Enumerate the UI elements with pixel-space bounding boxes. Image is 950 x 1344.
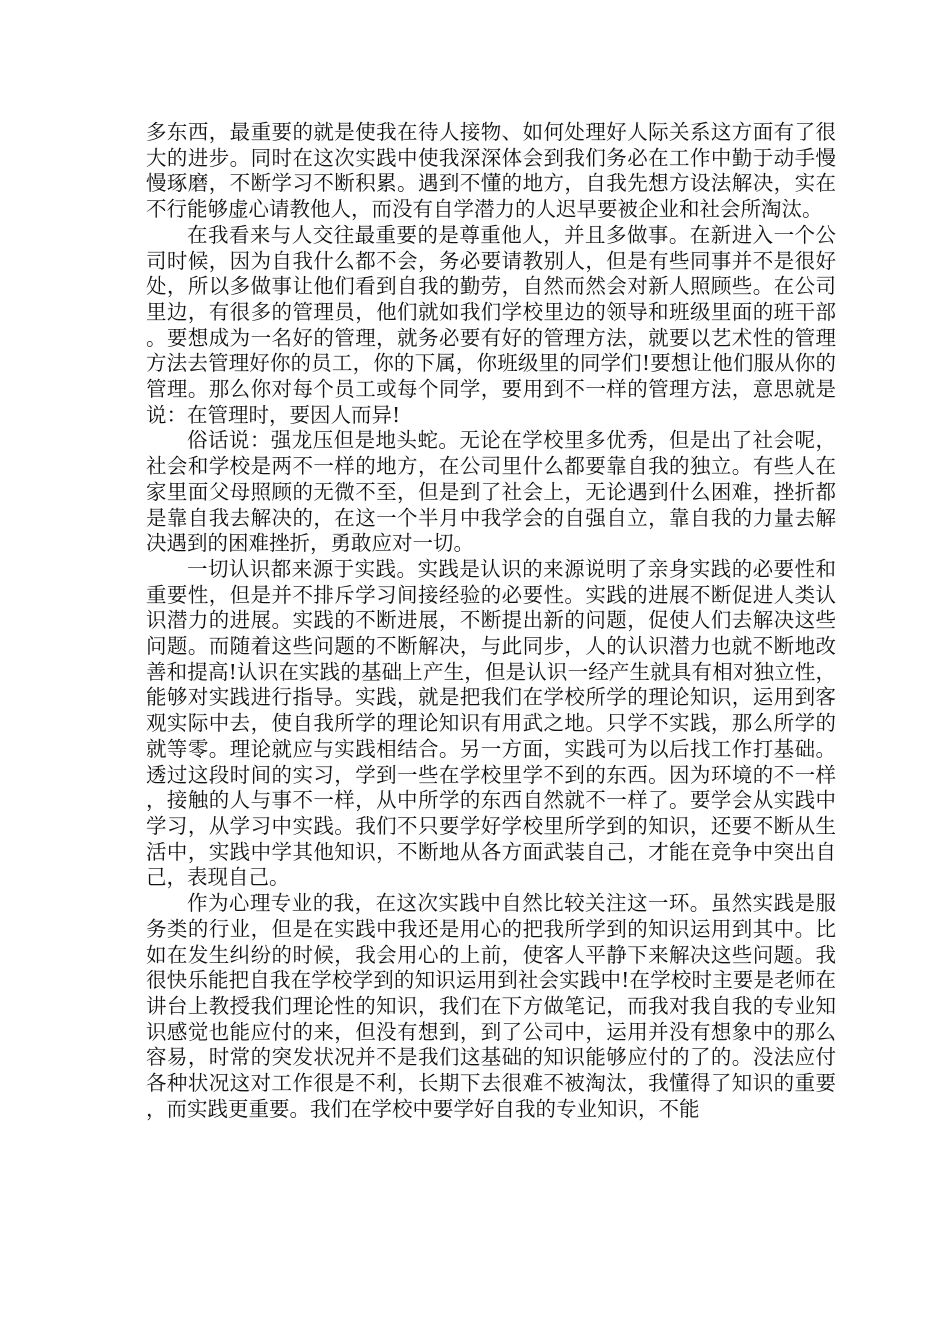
paragraph-1: 多东西，最重要的就是使我在待人接物、如何处理好人际关系这方面有了很大的进步。同时在这次实践中使我深深体会到我们务必在工作中勤于动手慢慢琢磨，不断学习不断积累。遇到不懂的地方，自我先想方设法解决，实在不行能够虚心请教他人，而没有自学潜力的人迟早要被企业和社会所淘汰。: [146, 120, 836, 222]
paragraph-4: 一切认识都来源于实践。实践是认识的来源说明了亲身实践的必要性和重要性，但是并不排斥学习间接经验的必要性。实践的进展不断促进人类认识潜力的进展。实践的不断进展，不断提出新的问题，促使人们去解决这些问题。而随着这些问题的不断解决，与此同步，人的认识潜力也就不断地改善和提高!认识在实践的基础上产生，但是认识一经产生就具有相对独立性，能够对实践进行指导。实践，就是把我们在学校所学的理论知识，运用到客观实际中去，使自我所学的理论知识有用武之地。只学不实践，那么所学的就等零。理论就应与实践相结合。另一方面，实践可为以后找工作打基础。透过这段时间的实习，学到一些在学校里学不到的东西。因为环境的不一样，接触的人与事不一样，从中所学的东西自然就不一样了。要学会从实践中学习，从学习中实践。我们不只要学好学校里所学到的知识，还要不断从生活中，实践中学其他知识，不断地从各方面武装自己，才能在竞争中突出自己，表现自己。: [146, 556, 836, 890]
paragraph-5: 作为心理专业的我，在这次实践中自然比较关注这一环。虽然实践是服务类的行业，但是在实践中我还是用心的把我所学到的知识运用到其中。比如在发生纠纷的时候，我会用心的上前，使客人平静下来解决这些问题。我很快乐能把自我在学校学到的知识运用到社会实践中!在学校时主要是老师在讲台上教授我们理论性的知识，我们在下方做笔记，而我对我自我的专业知识感觉也能应付的来，但没有想到，到了公司中，运用并没有想象中的那么容易，时常的突发状况并不是我们这基础的知识能够应付的了的。没法应付各种状况这对工作很是不利，长期下去很难不被淘汰，我懂得了知识的重要，而实践更重要。我们在学校中要学好自我的专业知识，不能: [146, 891, 836, 1121]
paragraph-2: 在我看来与人交往最重要的是尊重他人，并且多做事。在新进入一个公司时候，因为自我什么都不会，务必要请教别人，但是有些同事并不是很好处，所以多做事让他们看到自我的勤劳，自然而然会对新人照顾些。在公司里边，有很多的管理员，他们就如我们学校里边的领导和班级里面的班干部。要想成为一名好的管理，就务必要有好的管理方法，就要以艺术性的管理方法去管理好你的员工，你的下属，你班级里的同学们!要想让他们服从你的管理。那么你对每个员工或每个同学，要用到不一样的管理方法，意思就是说：在管理时，要因人而异!: [146, 222, 836, 427]
paragraph-3: 俗话说：强龙压但是地头蛇。无论在学校里多优秀，但是出了社会呢，社会和学校是两不一样的地方，在公司里什么都要靠自我的独立。有些人在家里面父母照顾的无微不至，但是到了社会上，无论遇到什么困难，挫折都是靠自我去解决的，在这一个半月中我学会的自强自立，靠自我的力量去解决遇到的困难挫折，勇敢应对一切。: [146, 428, 836, 556]
body-text: [146, 120, 836, 1122]
